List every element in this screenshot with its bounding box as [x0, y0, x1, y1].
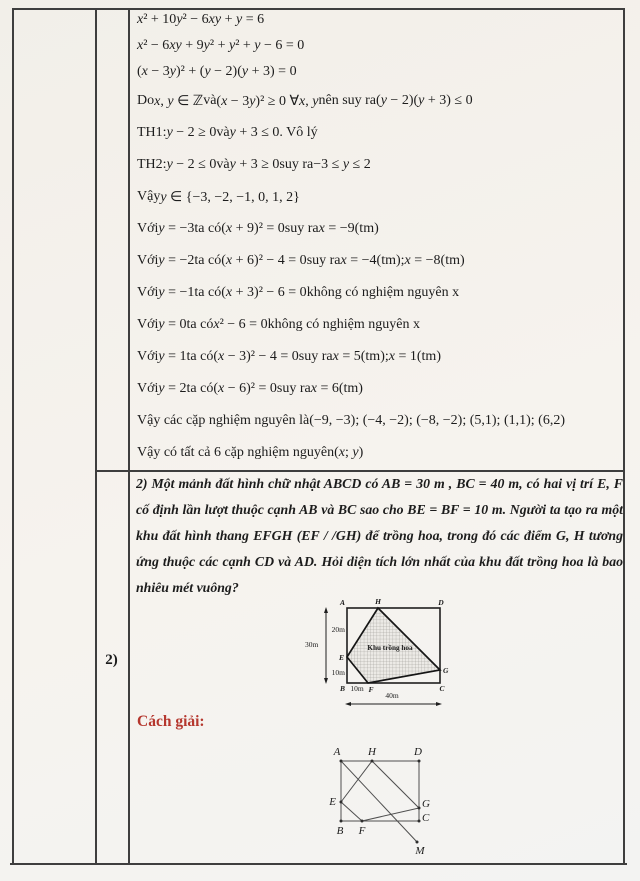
text-segment: suy ra [306, 253, 341, 268]
figure-construction [321, 741, 451, 863]
text-segment: ta có [194, 285, 222, 300]
dim-label-40m: 40m [385, 691, 399, 700]
text-segment: (tm) [416, 349, 441, 364]
math-segment: x = −4 [340, 253, 377, 268]
text-segment: ta có [186, 317, 214, 332]
text-segment: ta có [194, 253, 222, 268]
text-segment: Với [137, 221, 159, 236]
dim-label-20m: 20m [331, 625, 345, 634]
arrowhead-down-icon [324, 678, 328, 684]
math-segment: (x − 3)² − 4 = 0 [213, 349, 299, 364]
problem-line-5: nhiêu mét vuông? [136, 580, 239, 595]
math-segment: (y − 2)(y + 3) ≤ 0 [376, 93, 473, 108]
question-number: 2) [105, 652, 118, 668]
figure-construction-wrap [321, 741, 451, 868]
text-segment: Với [137, 317, 159, 332]
point-label-d: D [414, 746, 422, 758]
solution-line-7 [137, 181, 625, 213]
column-divider-inner [128, 8, 130, 865]
math-segment: y = 2 [158, 381, 187, 396]
text-segment: TH2: [137, 157, 167, 172]
math-segment: (x + 6)² − 4 = 0 [221, 253, 307, 268]
solution-line-1 [137, 7, 625, 33]
math-segment: x = −8 [404, 253, 441, 268]
math-segment: y + 3 ≥ 0 [229, 157, 280, 172]
math-segment: x² − 6xy + 9y² + y² + y − 6 = 0 [137, 38, 305, 53]
math-segment: y + 3 ≤ 0 [229, 125, 280, 140]
text-segment: Vậy các cặp nghiệm nguyên là [137, 413, 310, 428]
text-segment: (tm) [354, 221, 379, 236]
math-segment: x² + 10y² − 6xy + y = 6 [137, 12, 265, 27]
math-segment: y = −3 [158, 221, 195, 236]
math-segment: y − 2 ≤ 0 [166, 157, 217, 172]
math-segment: (−9, −3); (−4, −2); (−8, −2); (5,1); (1,1); (6,2) [309, 413, 565, 428]
point-label-c: C [439, 684, 445, 693]
point-label-g: G [422, 798, 430, 810]
solution-line-15 [137, 437, 625, 469]
point-label-d: D [438, 598, 444, 607]
solution-part1 [137, 7, 625, 469]
text-segment: Với [137, 349, 159, 364]
text-segment: . Vô lý [279, 125, 318, 140]
text-segment: (tm); [376, 253, 405, 268]
solution-line-12 [137, 341, 625, 373]
table-border-bottom [10, 863, 627, 865]
point-f [361, 820, 364, 823]
text-segment: ta có [194, 221, 222, 236]
solution-line-10 [137, 277, 625, 309]
column-divider-outer [95, 8, 97, 865]
figure-land-plot-wrap [303, 594, 451, 717]
point-b [340, 820, 343, 823]
problem-line-1: 2) Một mảnh đất hình chữ nhật ABCD có AB = 30 m , BC = 40 m, có hai vị trí E, F [136, 476, 623, 491]
segment-am [341, 761, 417, 842]
point-label-b: B [339, 684, 345, 693]
text-segment: và [216, 157, 230, 172]
solution-line-2 [137, 33, 625, 59]
point-label-a: A [339, 598, 345, 607]
text-segment: Vậy [137, 189, 161, 204]
math-segment: x = −9 [318, 221, 355, 236]
dim-label-10m-bottom: 10m [350, 684, 364, 693]
point-label-g: G [443, 666, 449, 675]
segment-eh [341, 761, 372, 802]
math-segment: −3 ≤ y ≤ 2 [313, 157, 371, 172]
figure-land-plot [303, 594, 451, 712]
solution-line-4 [137, 85, 625, 117]
math-segment: x = 6 [310, 381, 339, 396]
point-label-f: F [368, 685, 374, 694]
point-h [371, 760, 374, 763]
problem-statement [136, 471, 623, 601]
segment-ef [341, 802, 362, 821]
solution-heading: Cách giải: [137, 713, 205, 730]
math-segment: (x + 9)² = 0 [221, 221, 285, 236]
math-segment: x = 1 [388, 349, 417, 364]
problem-line-3: khu đất hình thang EFGH (EF / /GH) để trồng hoa, trong đó các điểm G, H tương [136, 528, 623, 543]
math-segment: (x + 3)² − 6 = 0 [221, 285, 307, 300]
math-segment: (x; y) [334, 445, 364, 460]
math-segment: y ∈ {−3, −2, −1, 0, 1, 2} [160, 189, 300, 205]
point-g [418, 807, 421, 810]
text-segment: không có nghiệm nguyên x [306, 285, 460, 300]
text-segment: (tm) [440, 253, 465, 268]
text-segment: (tm); [360, 349, 389, 364]
math-segment: (x − 6)² = 0 [213, 381, 277, 396]
point-label-m: M [415, 845, 425, 857]
text-segment: nên suy ra [318, 93, 377, 108]
math-segment: x = 5 [332, 349, 361, 364]
point-a [340, 760, 343, 763]
solution-line-9 [137, 245, 625, 277]
arrowhead-right-icon [436, 702, 442, 706]
point-label-c: C [422, 812, 430, 824]
solution-line-11 [137, 309, 625, 341]
text-segment: Với [137, 285, 159, 300]
table-border-left [12, 8, 14, 865]
point-m [416, 841, 419, 844]
point-c [418, 820, 421, 823]
dim-label-10m-left: 10m [331, 668, 345, 677]
dim-label-30m: 30m [305, 640, 319, 649]
arrowhead-left-icon [345, 702, 351, 706]
point-d [418, 760, 421, 763]
math-segment: (x − 3y)² ≥ 0 ∀x, y [216, 93, 319, 109]
text-segment: Vậy có tất cả 6 cặp nghiệm nguyên [137, 445, 335, 460]
text-segment: và [203, 93, 217, 108]
text-segment: suy ra [276, 381, 311, 396]
math-segment: y = −2 [158, 253, 195, 268]
text-segment: ta có [186, 381, 214, 396]
text-segment: và [216, 125, 230, 140]
text-segment: suy ra [298, 349, 333, 364]
math-segment: x² − 6 = 0 [213, 317, 268, 332]
text-segment: Với [137, 253, 159, 268]
text-segment: (tm) [338, 381, 363, 396]
point-e [340, 801, 343, 804]
point-label-a: A [333, 746, 341, 758]
solution-line-13 [137, 373, 625, 405]
text-segment: TH1: [137, 125, 167, 140]
solution-line-3 [137, 59, 625, 85]
math-segment: y = 0 [158, 317, 187, 332]
text-segment: suy ra [284, 221, 319, 236]
point-label-b: B [336, 825, 344, 837]
problem-line-2: cố định lần lượt thuộc cạnh AB và BC sao cho BE = BF = 10 m. Người ta tạo ra một [136, 502, 623, 517]
math-segment: (x − 3y)² + (y − 2)(y + 3) = 0 [137, 64, 297, 79]
text-segment: Với [137, 381, 159, 396]
segment-fg [362, 808, 419, 821]
point-label-f: F [358, 825, 366, 837]
text-segment: suy ra [279, 157, 314, 172]
solution-line-8 [137, 213, 625, 245]
problem-line-4: ứng thuộc các cạnh CD và AD. Hỏi diện tích lớn nhất của khu đất trồng hoa là bao [136, 554, 623, 569]
solution-line-6 [137, 149, 625, 181]
text-segment: ta có [186, 349, 214, 364]
text-segment: Do [137, 93, 155, 108]
arrowhead-up-icon [324, 607, 328, 613]
point-label-h: H [375, 597, 381, 606]
math-segment: y − 2 ≥ 0 [166, 125, 217, 140]
point-label-e: E [338, 653, 344, 662]
point-label-h: H [368, 746, 376, 758]
point-label-e: E [329, 796, 336, 808]
solution-line-5 [137, 117, 625, 149]
figure-caption: Khu trồng hoa [367, 644, 413, 652]
math-segment: y = 1 [158, 349, 187, 364]
math-segment: y = −1 [158, 285, 195, 300]
math-segment: x, y ∈ ℤ [154, 93, 204, 109]
text-segment: không có nghiệm nguyên x [267, 317, 420, 332]
solution-line-14 [137, 405, 625, 437]
